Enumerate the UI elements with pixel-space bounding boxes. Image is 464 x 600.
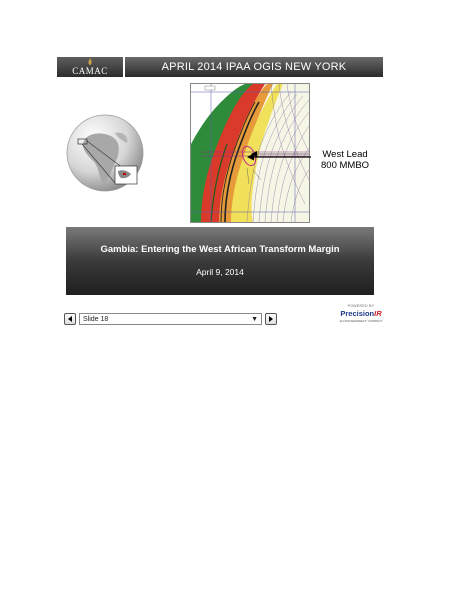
arrow-right-icon <box>269 316 273 322</box>
presentation-date: April 9, 2014 <box>196 267 244 277</box>
brand-subtitle: AN ISSUERDIRECT COMPANY <box>339 319 383 323</box>
west-lead-annotation <box>321 149 369 171</box>
lead-pointer-arrow <box>247 153 311 161</box>
lead-name: West Lead <box>322 149 368 160</box>
lead-volume: 800 MMBO <box>321 160 370 171</box>
slide-select[interactable] <box>79 313 262 325</box>
logo-text: CAMAC <box>72 66 108 76</box>
next-slide-button[interactable] <box>265 313 277 325</box>
dropdown-arrow-icon: ▼ <box>251 315 258 323</box>
title-banner <box>66 227 374 295</box>
presentation-slide <box>57 57 383 297</box>
previous-slide-button[interactable] <box>64 313 76 325</box>
presentation-title: Gambia: Entering the West African Transform Margin <box>100 244 340 255</box>
slide-navigation <box>64 312 278 326</box>
arrow-left-icon <box>68 316 72 322</box>
powered-by-logo[interactable] <box>336 304 386 328</box>
company-logo <box>57 57 123 77</box>
brand-main: Precision <box>340 309 375 318</box>
flame-icon <box>86 58 94 66</box>
slide-header <box>57 57 383 77</box>
brand-accent: IR <box>374 309 382 318</box>
slide-select-value: Slide 18 <box>83 315 109 323</box>
powered-by-label: POWERED BY <box>347 304 375 308</box>
globe-image <box>65 111 151 197</box>
header-title: APRIL 2014 IPAA OGIS NEW YORK <box>161 61 347 73</box>
brand-name <box>336 309 386 318</box>
header-title-bar <box>125 57 383 77</box>
